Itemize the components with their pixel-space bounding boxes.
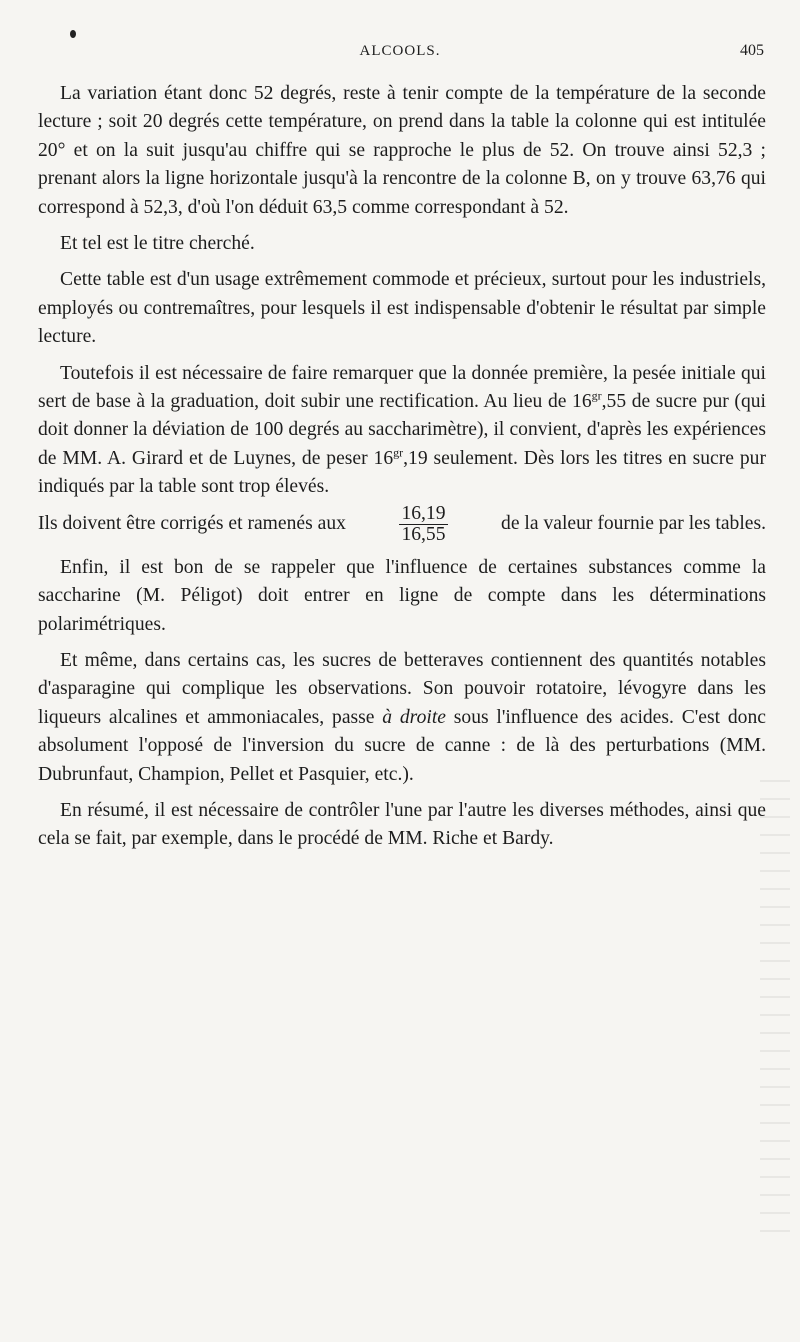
- paragraph-7-part-a: Et même, dans certains cas, les sucres de betteraves contiennent des quantités notables d'asparagine qui complique les observations. Son pouvoir rotatoire, lévogyre dans les liqueurs alcalines et ammoniacales, passe: [38, 649, 766, 728]
- paragraph-2: Et tel est le titre cherché.: [60, 233, 255, 255]
- fraction-line-after: de la valeur fournie par les tables.: [501, 513, 766, 535]
- paragraph-1: La variation étant donc 52 degrés, reste à tenir compte de la température de la seconde lecture ; soit 20 degrés cette température, on prend dans la table la colonne qui est intitulée 20° et on la suit jusqu'au chiffre qui se rapproche le plus de 52. On trouve ainsi 52,3 ; prenant alors la ligne horizontale jusqu'à la rencontre de la colonne B, on y trouve 63,76 qui correspond à 52,3, d'où l'on déduit 63,5 comme correspondant à 52.: [38, 83, 766, 218]
- italic-phrase: à droite: [382, 706, 446, 728]
- fraction-line-before: Ils doivent être corrigés et ramenés aux: [38, 513, 346, 535]
- paragraph-4-part-a: Toutefois il est nécessaire de faire remarquer que la donnée première, la pesée initiale qui sert de base à la graduation, doit subir une rectification. Au lieu de 16: [38, 362, 766, 413]
- paragraph-6: Enfin, il est bon de se rappeler que l'influence de certaines substances comme la saccharine (M. Péligot) doit entrer en ligne de compte dans les déterminations polarimétriques.: [38, 556, 766, 635]
- fraction-line: [38, 502, 766, 548]
- ink-spot: [70, 30, 76, 38]
- paragraph-4-part-b: ,55 de sucre pur (qui doit donner la déviation de 100 degrés au saccharimètre), il convient, d'après les expériences de MM. A. Girard et de Luynes, de peser 16: [38, 391, 766, 469]
- unit-superscript: gr: [591, 388, 602, 403]
- fraction-denominator: 16,55: [401, 524, 446, 546]
- paragraph-4-part-c: ,19 seulement. Dès lors les titres en sucre pur indiqués par la table sont trop élevés.: [38, 447, 766, 498]
- paragraph-8: En résumé, il est nécessaire de contrôler l'une par l'autre les diverses méthodes, ainsi que cela se fait, par exemple, dans le procédé de MM. Riche et Bardy.: [38, 799, 766, 850]
- running-title: ALCOOLS.: [359, 43, 441, 59]
- page-number: 405: [740, 42, 764, 59]
- paragraph-4: [38, 360, 766, 502]
- paragraph-7-part-b: sous l'influence des acides. C'est donc absolument l'opposé de l'inversion du sucre de canne : de là des perturbations (MM. Dubrunfaut, Champion, Pellet et Pasquier, etc.).: [38, 706, 766, 785]
- fraction-numerator: 16,19: [401, 503, 446, 525]
- paragraph-3: Cette table est d'un usage extrêmement commode et précieux, surtout pour les industriels, employés ou contremaîtres, pour lesquels il est indispensable d'obtenir le résultat par simple lecture.: [38, 269, 766, 348]
- page-header: [0, 40, 800, 64]
- unit-superscript: gr: [393, 445, 404, 460]
- paragraph-7: [38, 647, 766, 789]
- correction-fraction: [399, 504, 447, 545]
- body-text: [38, 80, 766, 862]
